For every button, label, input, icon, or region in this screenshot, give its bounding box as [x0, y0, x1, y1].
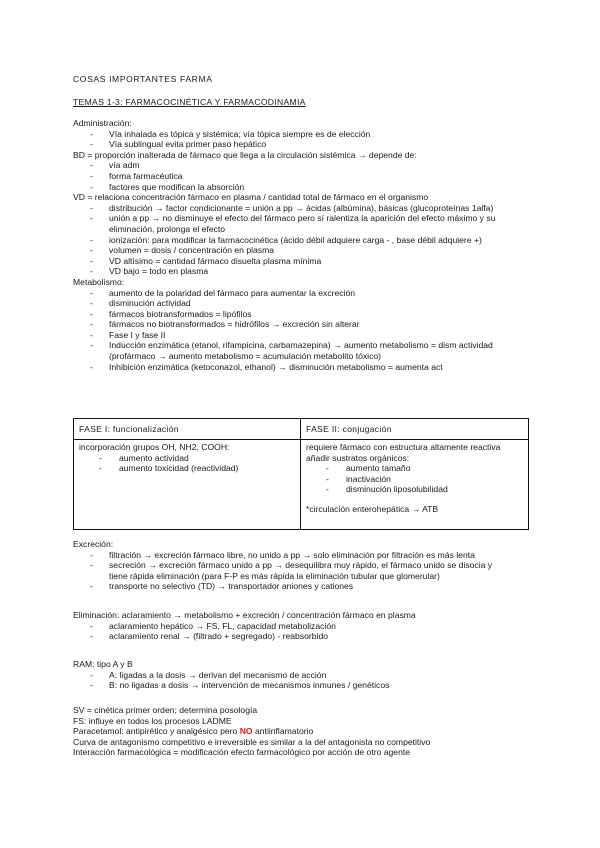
section-title: TEMAS 1-3: FARMACOCINÉTICA Y FARMACODINAMIA [73, 97, 306, 107]
table-header-row [74, 419, 529, 440]
list-item: - fármacos no biotransformados = hidrófilos → excreción sin alterar [73, 319, 543, 330]
list-item: - filtración → excreción fármaco libre, no unido a pp → solo eliminación por filtración es más lenta [73, 550, 543, 561]
list-item-line: - secreción → excreción fármaco unido a pp → desequilibra muy rápido, el fármaco unido se disocia y [109, 560, 493, 571]
table-row [74, 440, 529, 530]
list-item: - aumento actividad [79, 453, 295, 464]
list-item-line: - Inducción enzimática (etanol, rifampicina, carbamazepina) → aumento metabolismo = dism actividad [109, 340, 493, 351]
bd-heading: BD = proporción inalterada de fármaco que llega a la circulación sistémica → depende de: [73, 149, 417, 160]
list-item: - factores que modifican la absorción [73, 182, 543, 193]
phase-2-note: *circulación enterohepática → ATB [306, 503, 439, 514]
vd-list [73, 203, 543, 277]
list-item: - disminución liposolubilidad [306, 484, 523, 495]
phase-1-cell [74, 440, 301, 530]
bd-list [73, 160, 543, 192]
phase-2-list [306, 463, 523, 495]
list-item: - Vía inhalada es tópica y sistémica; vía tópica siempre es de elección [73, 129, 543, 140]
list-item [73, 340, 543, 361]
paracetamol-text-end: antiinflamatorio [252, 726, 314, 737]
list-item: - forma farmacéutica [73, 171, 543, 182]
list-item: - ionización: para modificar la farmacocinética (ácido débil adquiere carga - , base débil adquiere +) [73, 235, 543, 246]
phase-1-intro: incorporación grupos OH, NH2, COOH: [79, 442, 230, 452]
excrecion-section [73, 539, 543, 592]
list-item: - aumento toxicidad (reactividad) [79, 463, 295, 474]
list-item-line: eliminación, prolonga el efecto [109, 223, 226, 234]
list-item [73, 213, 543, 234]
ram-list [73, 670, 543, 691]
excrecion-heading: Excreción: [73, 539, 114, 549]
list-item: - aumento de la polaridad del fármaco para aumentar la excreción [73, 288, 543, 299]
list-item: - B: no ligadas a dosis → intervención de mecanismos inmunes / genéticos [73, 680, 543, 691]
eliminacion-section [73, 610, 543, 642]
vd-heading: VD = relaciona concentración fármaco en plasma / cantidad total de fármaco en el organismo [73, 192, 429, 203]
general-notes [73, 705, 543, 758]
sv-line: SV = cinética primer orden; determina posología [73, 705, 258, 715]
eliminacion-heading: Eliminación: aclaramiento → metabolismo + excreción / concentración fármaco en plasma [73, 610, 416, 620]
metabolismo-list [73, 288, 543, 373]
phase-2-cell [301, 440, 529, 530]
curva-line: Curva de antagonismo competitivo e irreversible es similar a la del antagonista no competitivo [73, 736, 431, 747]
pharmacokinetics-notes [73, 118, 543, 372]
list-item: - inactivación [306, 474, 523, 485]
list-item [73, 560, 543, 581]
list-item-line: (profármaco → aumento metabolismo = acumulación metabolito tóxico) [109, 351, 382, 362]
administracion-list [73, 129, 543, 150]
ram-section [73, 659, 543, 691]
list-item: - fármacos biotransformados = lipófilos [73, 309, 543, 320]
phase-1-header: FASE I: funcionalización [74, 419, 301, 440]
list-item: - Fase I y fase II [73, 330, 543, 341]
phase-2-header: FASE II: conjugación [301, 419, 529, 440]
phase-1-list [79, 453, 295, 474]
list-item: - A: ligadas a la dosis → derivan del mecanismo de acción [73, 670, 543, 681]
list-item: - VD bajo = todo en plasma [73, 266, 543, 277]
emphasis-no: NO [239, 726, 253, 737]
administracion-heading: Administración: [73, 118, 132, 128]
list-item: - volumen = dosis / concentración en plasma [73, 245, 543, 256]
list-item-line: tiene rápida eliminación (para F-P es más rápida la eliminación tubular que glomerular) [109, 570, 440, 581]
list-item: - aumento tamaño [306, 463, 523, 474]
interaccion-line: Interacción farmacológica = modificación efecto farmacológico por acción de otro agente [73, 747, 411, 758]
document-title: COSAS IMPORTANTES FARMA [73, 74, 213, 84]
excrecion-list [73, 550, 543, 592]
paracetamol-text: Paracetamol: antipirético y analgésico pero [73, 726, 240, 737]
fs-line: FS: influye en todos los procesos LADME [73, 715, 232, 726]
list-item: - vía adm [73, 160, 543, 171]
metabolism-phases-table [73, 418, 529, 530]
list-item: - VD altísimo = cantidad fármaco disuelta plasma mínima [73, 256, 543, 267]
paracetamol-line [73, 726, 543, 737]
metabolismo-heading: Metabolismo: [73, 276, 125, 287]
phase-2-intro: añadir sustratos orgánicos: [306, 452, 410, 463]
ram-heading: RAM: tipo A y B [73, 659, 133, 669]
list-item: - aclaramiento hepático → FS, FL, capacidad metabolización [73, 621, 543, 632]
list-item: - disminución actividad [73, 298, 543, 309]
eliminacion-list [73, 621, 543, 642]
phase-2-intro: requiere fármaco con estructura altamente reactiva [306, 442, 501, 452]
list-item-line: - unión a pp → no disminuye el efecto del fármaco pero sí ralentiza la aparición del efecto máximo y su [109, 213, 496, 224]
list-item: - transporte no selectivo (TD) → transportador aniones y cationes [73, 581, 543, 592]
list-item: - Inhibición enzimática (ketoconazol, ethanol) → disminución metabolismo = aumenta act [73, 362, 543, 373]
list-item: - aclaramiento renal → (filtrado + segregado) - reabsorbido [73, 631, 543, 642]
list-item: - Vía sublingual evita primer paso hepático [73, 139, 543, 150]
list-item: - distribución → factor condicionante = unión a pp → ácidas (albúmina), básicas (glucoproteínas 1alfa) [73, 203, 543, 214]
